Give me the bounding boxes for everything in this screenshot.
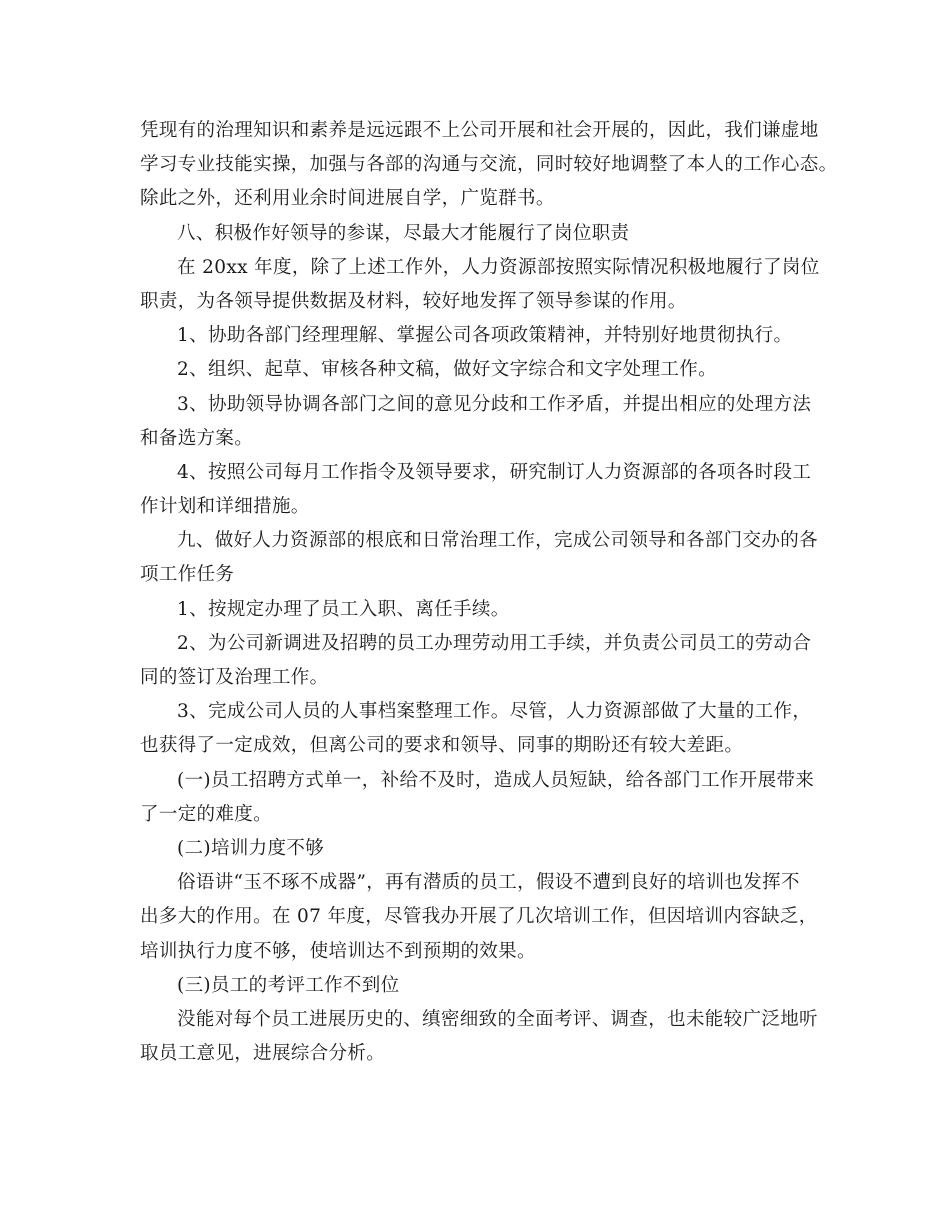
text-line: 也获得了一定成效，但离公司的要求和领导、同事的期盼还有较大差距。 xyxy=(140,735,744,757)
text-line: 项工作任务 xyxy=(140,564,235,586)
text-line: 1、按规定办理了员工入职、离任手续。 xyxy=(177,598,510,620)
text-line: 职责，为各领导提供数据及材料，较好地发挥了领导参谋的作用。 xyxy=(140,290,687,312)
text-line: 没能对每个员工进展历史的、缜密细致的全面考评、调查，也未能较广泛地听 xyxy=(177,1008,818,1030)
text-line: 4、按照公司每月工作指令及领导要求，研究制订人力资源部的各项各时段工 xyxy=(177,461,812,483)
text-line: 同的签订及治理工作。 xyxy=(140,667,329,688)
text-line: 在 20xx 年度，除了上述工作外，人力资源部按照实际情况积极地履行了岗位 xyxy=(177,256,820,278)
document-body xyxy=(140,114,838,1071)
text-line: (二)培训力度不够 xyxy=(177,837,325,859)
text-line: 八、积极作好领导的参谋，尽最大才能履行了岗位职责 xyxy=(177,222,630,244)
text-line: 3、完成公司人员的人事档案整理工作。尽管，人力资源部做了大量的工作， xyxy=(177,701,812,723)
text-line: 作计划和详细措施。 xyxy=(140,496,310,518)
text-line: 取员工意见，进展综合分析。 xyxy=(140,1043,386,1065)
text-line: 除此之外，还利用业余时间进展自学，广览群书。 xyxy=(140,188,555,210)
text-line: 学习专业技能实操，加强与各部的沟通与交流，同时较好地调整了本人的工作心态。 xyxy=(140,154,838,176)
text-line: 了一定的难度。 xyxy=(140,803,272,825)
text-line: (三)员工的考评工作不到位 xyxy=(177,974,400,996)
text-line: 俗语讲“玉不琢不成器”，再有潜质的员工，假设不遭到良好的培训也发挥不 xyxy=(177,872,800,894)
text-line: 培训执行力度不够，使培训达不到预期的效果。 xyxy=(140,940,536,962)
text-line: 凭现有的治理知识和素养是远远跟不上公司开展和社会开展的，因此，我们谦虚地 xyxy=(140,120,819,141)
text-line: 3、协助领导协调各部门之间的意见分歧和工作矛盾，并提出相应的处理方法 xyxy=(177,393,812,415)
text-line: 2、组织、起草、审核各种文稿，做好文字综合和文字处理工作。 xyxy=(177,359,717,381)
text-line: 2、为公司新调进及招聘的员工办理劳动用工手续，并负责公司员工的劳动合 xyxy=(177,632,812,654)
text-line: 和备选方案。 xyxy=(140,427,254,449)
text-line: 九、做好人力资源部的根底和日常治理工作，完成公司领导和各部门交办的各 xyxy=(177,530,818,552)
text-line: 1、协助各部门经理理解、掌握公司各项政策精神，并特别好地贯彻执行。 xyxy=(177,325,793,347)
text-line: (一)员工招聘方式单一，补给不及时，造成人员短缺，给各部门工作开展带来 xyxy=(177,769,815,791)
text-line: 出多大的作用。在 07 年度，尽管我办开展了几次培训工作，但因培训内容缺乏， xyxy=(140,906,818,928)
